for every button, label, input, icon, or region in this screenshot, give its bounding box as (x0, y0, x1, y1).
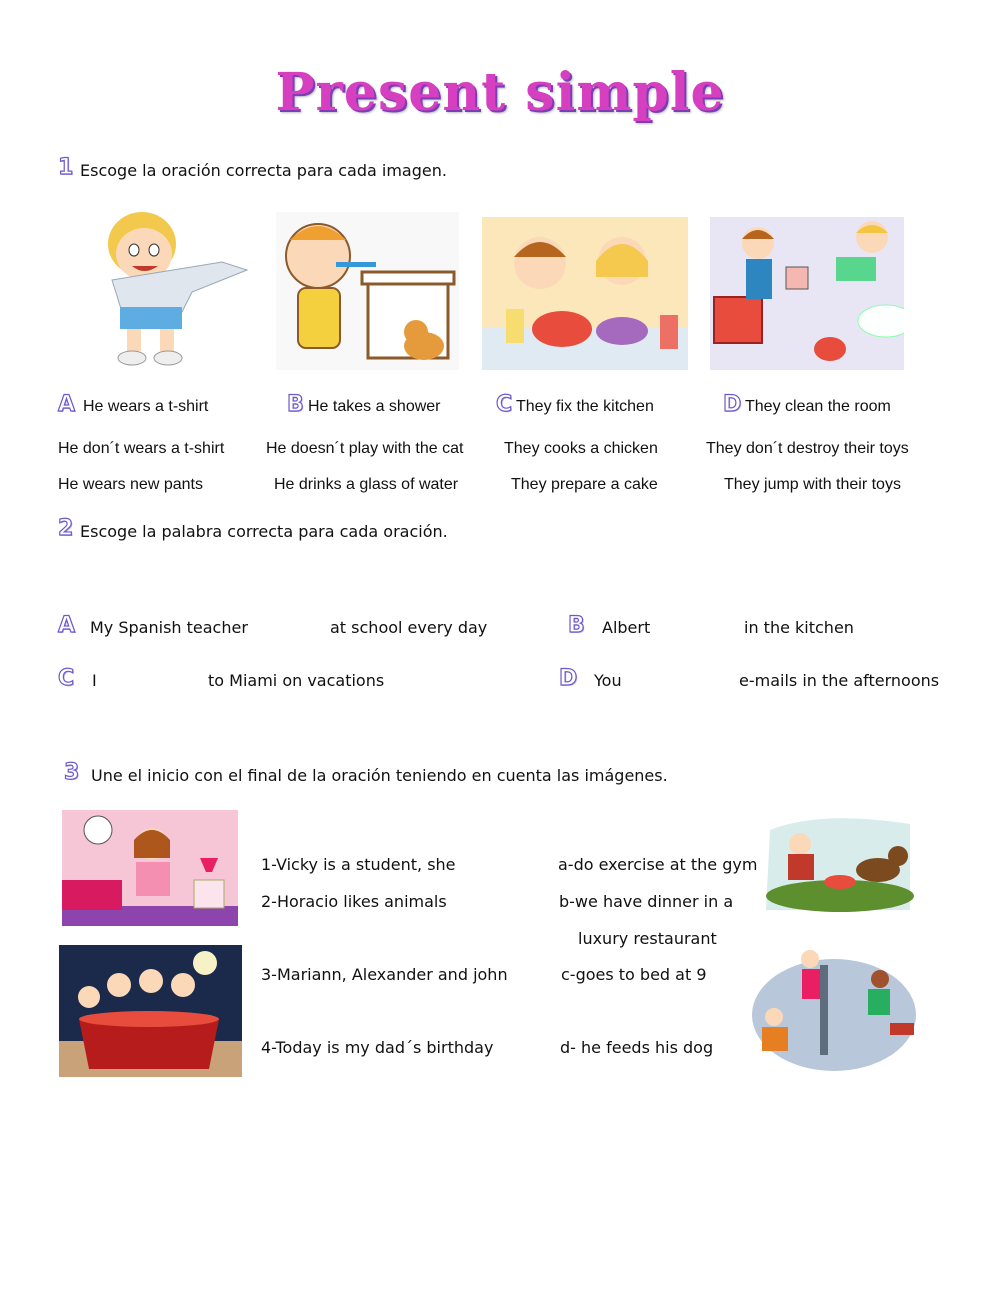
option-d-2[interactable]: They don´t destroy their toys (706, 440, 909, 457)
section-2-letter-b: B (568, 613, 585, 638)
section-3-heading: Une el inicio con el final de la oración teniendo en cuenta las imágenes. (91, 766, 668, 785)
boy-feeding-dog-image (760, 810, 916, 916)
family-dinner-image (59, 945, 242, 1077)
sentence-d-end: e-mails in the afternoons (739, 671, 940, 690)
section-2-letter-a: A (58, 613, 76, 638)
section-1-letter-a: A (58, 392, 76, 417)
boy-wearing-tshirt-image (72, 202, 250, 370)
match-end-a: a-do exercise at the gym (558, 855, 758, 874)
sentence-b-start: Albert (602, 618, 651, 637)
kids-baking-image (482, 217, 688, 370)
girl-bedroom-image (62, 810, 238, 926)
section-3-number: 3 (64, 760, 80, 785)
option-c-1[interactable]: They fix the kitchen (516, 398, 654, 415)
option-c-3[interactable]: They prepare a cake (511, 476, 658, 493)
option-a-2[interactable]: He don´t wears a t-shirt (58, 440, 225, 457)
option-b-1[interactable]: He takes a shower (308, 398, 441, 415)
sentence-a-end: at school every day (330, 618, 488, 637)
match-end-d: d- he feeds his dog (560, 1038, 714, 1057)
sentence-d-start: You (594, 671, 622, 690)
option-a-1[interactable]: He wears a t-shirt (83, 398, 209, 415)
sentence-b-end: in the kitchen (744, 618, 854, 637)
section-1-letter-b: B (287, 392, 304, 417)
section-1-letter-d: D (723, 392, 742, 417)
section-1-letter-c: C (496, 392, 513, 417)
option-b-3[interactable]: He drinks a glass of water (274, 476, 459, 493)
section-2-letter-d: D (559, 666, 578, 691)
option-b-2[interactable]: He doesn´t play with the cat (266, 440, 464, 457)
page-title: Present simple (275, 62, 725, 123)
match-end-b: b-we have dinner in a (559, 892, 734, 911)
boy-brushing-teeth-image (276, 212, 459, 370)
match-end-c: c-goes to bed at 9 (561, 965, 707, 984)
sentence-c-start: I (92, 671, 97, 690)
section-2-heading: Escoge la palabra correcta para cada oración. (80, 522, 448, 541)
option-c-2[interactable]: They cooks a chicken (504, 440, 658, 457)
option-a-3[interactable]: He wears new pants (58, 476, 203, 493)
match-end-b-cont: luxury restaurant (578, 929, 717, 948)
section-1-heading: Escoge la oración correcta para cada imagen. (80, 161, 447, 180)
people-at-gym-image (750, 945, 918, 1073)
match-start-3: 3-Mariann, Alexander and john (261, 965, 508, 984)
sentence-c-end: to Miami on vacations (208, 671, 385, 690)
kids-cleaning-room-image (710, 217, 904, 370)
section-2-number: 2 (58, 516, 74, 541)
option-d-1[interactable]: They clean the room (745, 398, 891, 415)
match-start-2: 2-Horacio likes animals (261, 892, 447, 911)
sentence-a-start: My Spanish teacher (90, 618, 248, 637)
match-start-1: 1-Vicky is a student, she (261, 855, 456, 874)
section-1-number: 1 (58, 155, 74, 180)
match-start-4: 4-Today is my dad´s birthday (261, 1038, 494, 1057)
option-d-3[interactable]: They jump with their toys (724, 476, 901, 493)
section-2-letter-c: C (58, 666, 75, 691)
